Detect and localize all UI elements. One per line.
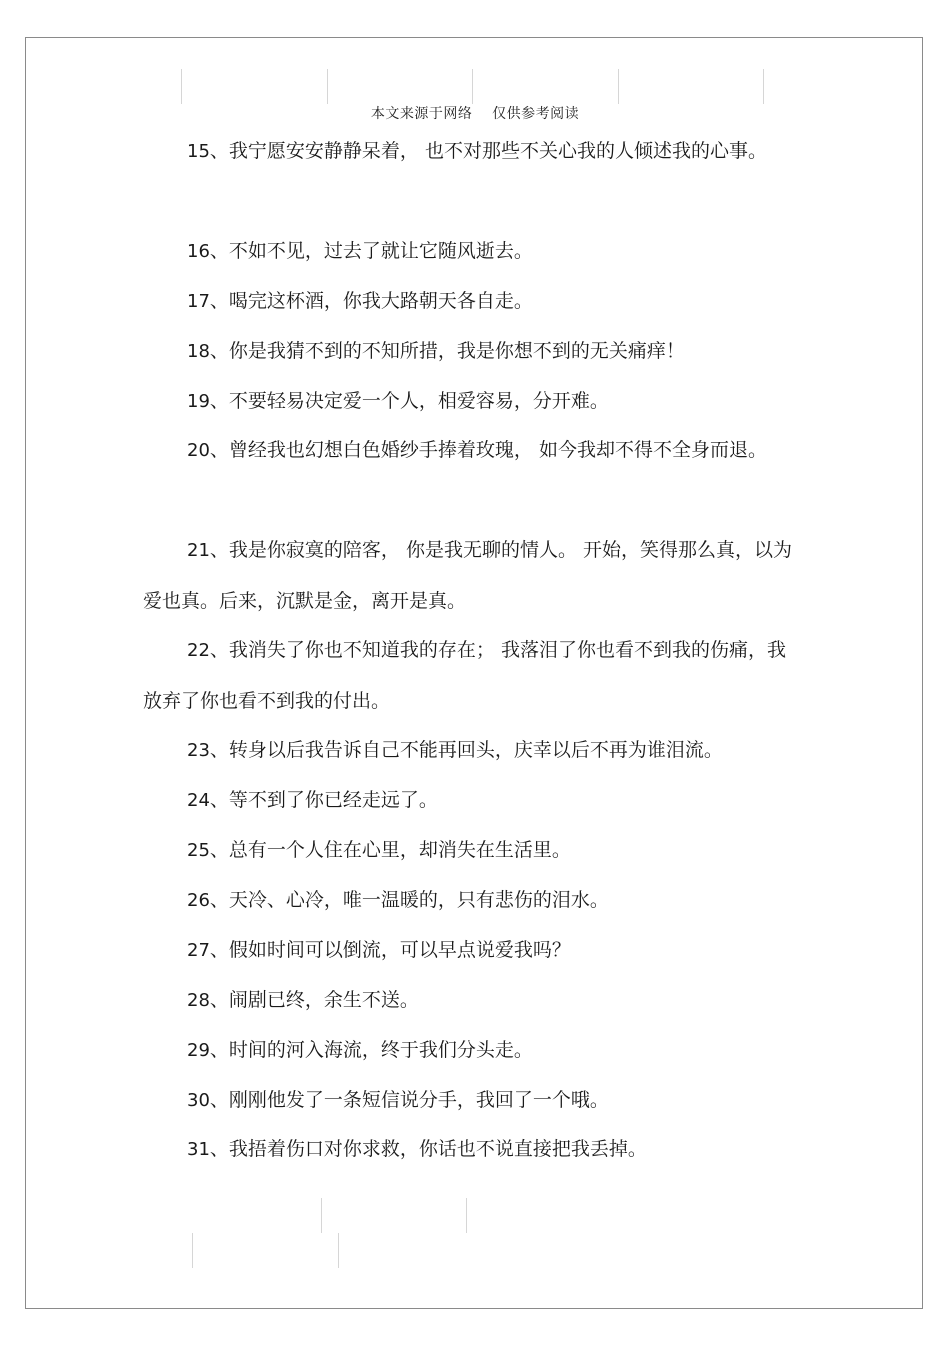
paragraph-15 bbox=[143, 126, 803, 177]
decor-line bbox=[472, 69, 473, 104]
item-number: 15 bbox=[187, 141, 210, 162]
paragraph-19 bbox=[143, 376, 803, 427]
item-text: 、我宁愿安安静静呆着， 也不对那些不关心我的人倾述我的心事。 bbox=[209, 140, 767, 162]
item-number: 23 bbox=[187, 740, 210, 761]
item-text: 、不如不见，过去了就让它随风逝去。 bbox=[209, 240, 533, 262]
page-header: 本文来源于网络 仅供参考阅读 bbox=[370, 106, 580, 122]
decor-line bbox=[192, 1233, 193, 1268]
item-text: 、天冷、心冷，唯一温暖的，只有悲伤的泪水。 bbox=[209, 889, 609, 911]
paragraph-16 bbox=[143, 226, 803, 277]
paragraph-26 bbox=[143, 875, 803, 926]
item-number: 17 bbox=[187, 291, 210, 312]
decor-line bbox=[618, 69, 619, 104]
item-number: 31 bbox=[187, 1139, 210, 1160]
item-number: 26 bbox=[187, 890, 210, 911]
paragraph-27 bbox=[143, 925, 803, 976]
paragraph-24 bbox=[143, 775, 803, 826]
item-number: 29 bbox=[187, 1040, 210, 1061]
item-text: 、时间的河入海流，终于我们分头走。 bbox=[209, 1039, 533, 1061]
item-text: 、曾经我也幻想白色婚纱手捧着玫瑰， 如今我却不得不全身而退。 bbox=[209, 439, 767, 461]
decor-line bbox=[338, 1233, 339, 1268]
paragraph-28 bbox=[143, 975, 803, 1026]
item-number: 24 bbox=[187, 790, 210, 811]
decor-line bbox=[466, 1198, 467, 1233]
item-text: 、不要轻易决定爱一个人，相爱容易，分开难。 bbox=[209, 390, 609, 412]
paragraph-31 bbox=[143, 1124, 803, 1175]
item-number: 20 bbox=[187, 440, 210, 461]
paragraph-18 bbox=[143, 326, 803, 377]
item-text: 、我消失了你也不知道我的存在； 我落泪了你也看不到我的伤痛，我放弃了你也看不到我的付出。 bbox=[143, 639, 786, 712]
paragraph-25 bbox=[143, 825, 803, 876]
paragraph-17 bbox=[143, 276, 803, 327]
item-text: 、转身以后我告诉自己不能再回头，庆幸以后不再为谁泪流。 bbox=[209, 739, 723, 761]
item-number: 18 bbox=[187, 341, 210, 362]
item-text: 、等不到了你已经走远了。 bbox=[209, 789, 438, 811]
item-number: 21 bbox=[187, 540, 210, 561]
item-number: 25 bbox=[187, 840, 210, 861]
item-text: 、闹剧已终，余生不送。 bbox=[209, 989, 419, 1011]
decor-line bbox=[181, 69, 182, 104]
decor-line bbox=[763, 69, 764, 104]
paragraph-30 bbox=[143, 1075, 803, 1126]
item-number: 27 bbox=[187, 940, 210, 961]
paragraph-22 bbox=[143, 625, 803, 726]
item-text: 、刚刚他发了一条短信说分手，我回了一个哦。 bbox=[209, 1089, 609, 1111]
item-text: 、总有一个人住在心里，却消失在生活里。 bbox=[209, 839, 571, 861]
item-number: 16 bbox=[187, 241, 210, 262]
decor-line bbox=[327, 69, 328, 104]
item-number: 19 bbox=[187, 391, 210, 412]
paragraph-29 bbox=[143, 1025, 803, 1076]
paragraph-21 bbox=[143, 525, 803, 626]
item-text: 、我是你寂寞的陪客， 你是我无聊的情人。 开始，笑得那么真，以为爱也真。后来，沉默是金，离开是真。 bbox=[143, 539, 792, 612]
item-text: 、我捂着伤口对你求救，你话也不说直接把我丢掉。 bbox=[209, 1138, 647, 1160]
item-number: 22 bbox=[187, 640, 210, 661]
decor-line bbox=[321, 1198, 322, 1233]
paragraph-20 bbox=[143, 425, 803, 476]
item-number: 28 bbox=[187, 990, 210, 1011]
paragraph-23 bbox=[143, 725, 803, 776]
item-text: 、假如时间可以倒流，可以早点说爱我吗？ bbox=[209, 939, 571, 961]
item-text: 、你是我猜不到的不知所措，我是你想不到的无关痛痒！ bbox=[209, 340, 685, 362]
item-number: 30 bbox=[187, 1090, 210, 1111]
item-text: 、喝完这杯酒，你我大路朝天各自走。 bbox=[209, 290, 533, 312]
